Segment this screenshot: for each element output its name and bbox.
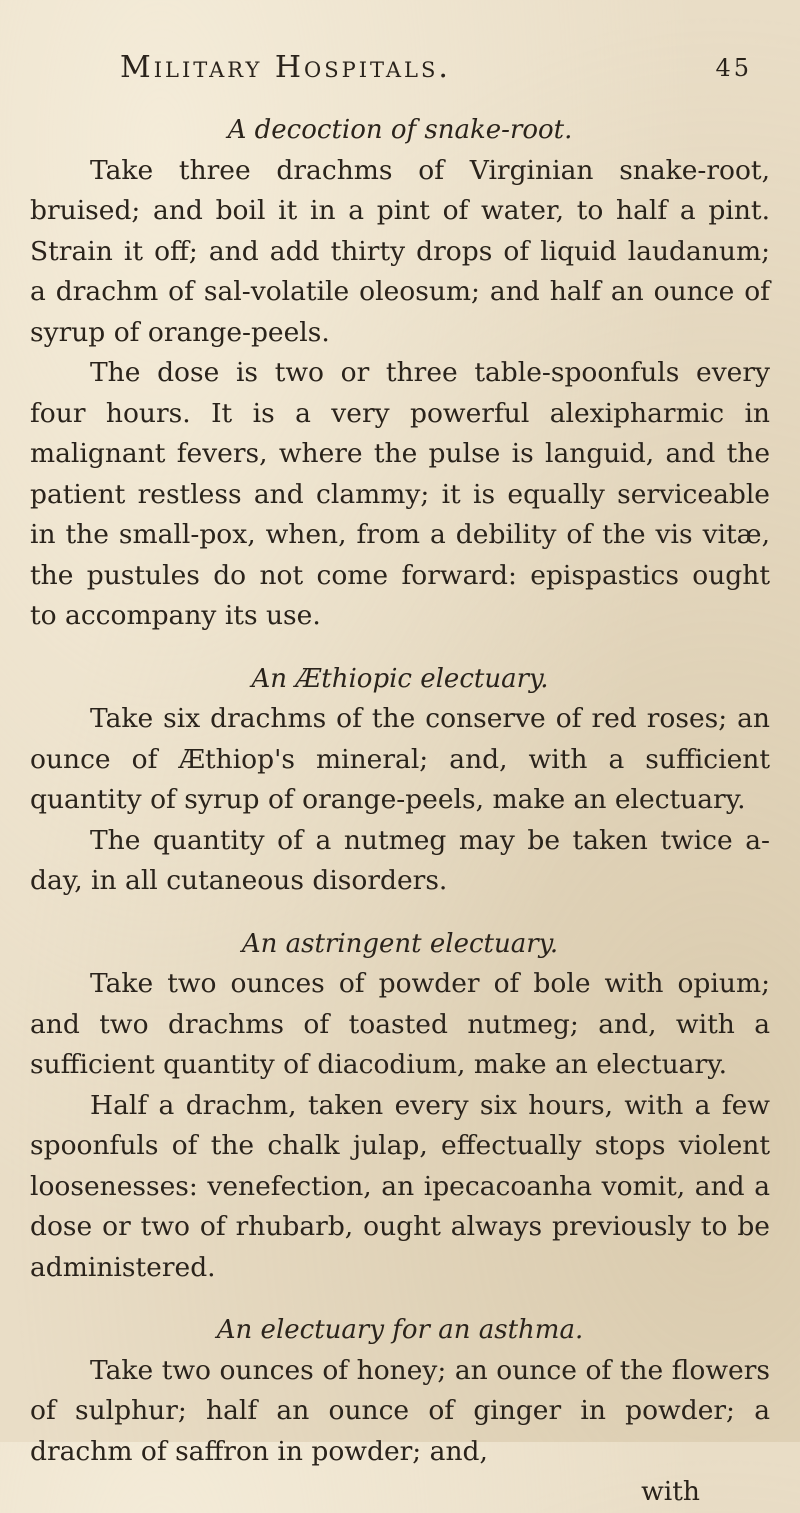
paragraph: The quantity of a nutmeg may be taken twice a-day, in all cutaneous disorders. — [30, 824, 770, 896]
section-heading: An Æthiopic electuary. — [251, 663, 549, 694]
paragraph: Take two ounces of honey; an ounce of the flowers of sulphur; half an ounce of ginger in powder; a drachm of saffron in powder; and, — [30, 1354, 770, 1467]
paragraph: The dose is two or three table-spoonfuls every four hours. It is a very powerful alexipharmic in malignant fevers, where the pulse is languid, and the patient restless and clammy; it is equally serviceable in the small-pox, when, from a debility of the vis vitæ, the pustules do not come forward: epispastics ought to accompany its use. — [30, 357, 770, 631]
section-heading: An electuary for an asthma. — [216, 1315, 584, 1345]
catchword: with — [641, 1476, 700, 1507]
paragraph: Take three drachms of Virginian snake-root, bruised; and boil it in a pint of water, to half a pint. Strain it off; and add thirty drops of liquid laudanum; a drachm of sal-volatile oleosum; and half an ounce of syrup of orange-peels. — [30, 154, 770, 348]
body-text — [30, 110, 770, 1513]
section-heading: An astringent electuary. — [241, 928, 559, 959]
section-heading: A decoction of snake-root. — [227, 115, 573, 145]
paragraph: Half a drachm, taken every six hours, with a few spoonfuls of the chalk julap, effectually stops violent loosenesses: venefection, an ipecacoanha vomit, and a dose or two of rhubarb, ought always previously to be administered. — [30, 1089, 770, 1283]
page-number: 45 — [715, 54, 752, 82]
paragraph: Take two ounces of powder of bole with opium; and two drachms of toasted nutmeg; and, with a sufficient quantity of diacodium, make an electuary. — [30, 968, 770, 1080]
running-head-title: Military Hospitals. — [120, 50, 451, 85]
paragraph: Take six drachms of the conserve of red roses; an ounce of Æthiop's mineral; and, with a sufficient quantity of syrup of orange-peels, make an electuary. — [30, 703, 770, 815]
